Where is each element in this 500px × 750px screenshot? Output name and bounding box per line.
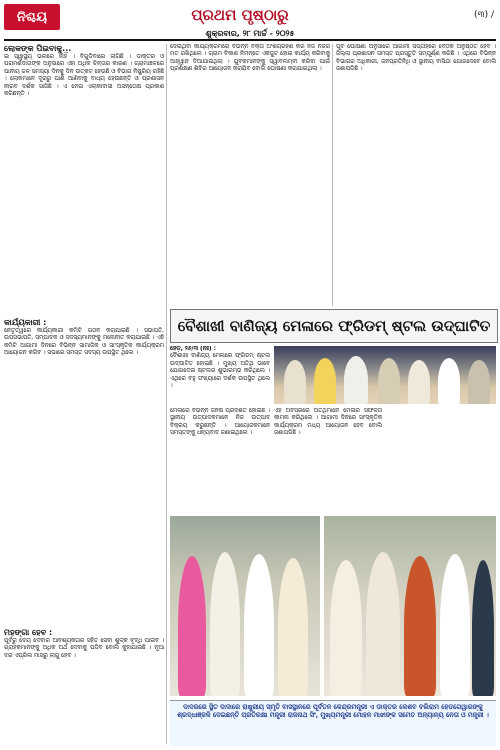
article-left-mid-heading: କାର୍ଯ୍ୟକାରୀ : (4, 318, 47, 327)
article-body-b: ମେଳାରେ ବିଭିନ୍ନ ଜିନିଷ ପ୍ରଦର୍ଶିତ ହୋଇଛି । ସ୍ଥାନୀୟ ଉତ୍ପାଦକମାନେ ନିଜ ଉତ୍ପାଦ ବିକ୍ରୟ କରୁଛନ୍ତି । ଆୟୋଜକମାନେ ସମସ୍ତଙ୍କୁ ଧନ୍ୟବାଦ ଜଣାଇଥିଲେ । (170, 408, 270, 437)
article-main-col-b (170, 408, 270, 508)
article-body-a: ବୈଶାଖୀ ବାଣିଜ୍ୟ ମେଳାରେ ଫ୍ରିଡମ୍ ଷ୍ଟଲ ଉଦ୍‌ଘାଟିତ ହୋଇଛି । ମୁଖ୍ୟ ଅତିଥି ଭାବେ ଯୋଗଦେଇ ଷ୍ଟଲର ଶୁଭାରମ୍ଭ କରିଥିଲେ । ଏଥିରେ ବହୁ ସଂଖ୍ୟାରେ ଦର୍ଶକ ଉପସ୍ଥିତ ଥିଲେ । (170, 353, 270, 390)
page-title: ପ୍ରଥମ ପୃଷ୍ଠାରୁ (191, 6, 289, 24)
article-left-top (4, 44, 164, 254)
article-left-top-heading: ଲୋକଙ୍କ ପିଇବାକୁ... (4, 44, 72, 53)
masthead-logo: ନିଶ୍ଚୟ (4, 4, 60, 30)
article-left-mid (4, 318, 164, 618)
article-mid-top (170, 44, 330, 306)
photo-caption (170, 700, 496, 746)
article-right-top (336, 44, 496, 306)
article-mid-top-body: ଦେଇଥିବା କାର୍ଯ୍ୟକ୍ରମରେ ବିଭିନ୍ନ ବକ୍ତା ଅଂଶଗ୍ରହଣ କରି ନିଜ ନିଜର ମତ ରଖିଥିଲେ । ଗ୍ରାମ ବିକାଶ ନିମନ୍ତେ ଏକଜୁଟ ହୋଇ କାର୍ଯ୍ୟ କରିବାକୁ ଆହ୍ୱାନ ଦିଆଯାଇଥିଲା । ଯୁବକମାନଙ୍କୁ ସ୍ୱାବଲମ୍ବୀ କରିବା ପାଇଁ ପ୍ରଶିକ୍ଷଣ ଶିବିର ଆୟୋଜନ କରାଯିବ ବୋଲି ଘୋଷଣା କରାଯାଇଥିଲା । (170, 44, 330, 73)
banner-headline (170, 309, 498, 343)
banner-headline-text: ବୈଶାଖୀ ବାଣିଜ୍ୟ ମେଳାରେ ଫ୍ରିଡମ୍ ଷ୍ଟଲ ଉଦ୍‌ଘାଟିତ (177, 317, 491, 335)
column-separator (332, 44, 333, 306)
masthead-rule (4, 39, 496, 41)
event-photo-top (274, 346, 496, 404)
photo-caption-text: ଦାଦରରେ ସ୍ଥିତ ଦାଦାରେ ରାଷ୍ଟ୍ରୀୟ ସ୍ମୃତି ବାସସ୍ଥାନରେ ପୂର୍ବତନ କେନ୍ଦ୍ରମନ୍ତ୍ରୀ ଏ ଡାକ୍ତର କେଶବ ବଲିରାମ ହେଡଗେୱାରଙ୍କୁ ଶ୍ରଦ୍ଧାଞ୍ଜଳି ଦେଇଛନ୍ତି ପ୍ରତିରକ୍ଷା ମନ୍ତ୍ରୀ ରାଜନାଥ ସିଂ, ମୁଖ୍ୟମନ୍ତ୍ରୀ ମୋହନ ମାଝୀଙ୍କ ସମେତ ଅନ୍ୟାନ୍ୟ ନେତା ଓ ମନ୍ତ୍ରୀ । (177, 703, 489, 719)
event-photo-bottom-right (324, 516, 496, 696)
article-left-top-body: ଇ ସ୍ୱାସ୍ଥ୍ୟ ଭଲରେ ନାହିଁ । ବିଗୁଡିବାରେ ଲାଗିଛି । ଡାକ୍ତର ଓ ପରାମର୍ଶଦାତାଙ୍କ ଅନୁସାରେ ଏହା ଅଧିକ ଚିନ୍ତାର କାରଣ । ଗ୍ରାମାଞ୍ଚଳରେ ପାନୀୟ ଜଳ ସମସ୍ୟା ଦିନକୁ ଦିନ ଉତ୍କଟ ହେଉଛି ଓ ବିଭାଗ ନିଷ୍କ୍ରିୟ ରହିଛି । ଲୋକମାନେ ଦୂରରୁ ପାଣି ଆଣିବାକୁ ବାଧ୍ୟ ହେଉଛନ୍ତି ଓ ପ୍ରଶାସନ ନୀରବ ଦର୍ଶକ ସାଜିଛି । ଏ ନେଇ ଏଲାକାବାସୀ ଅସନ୍ତୋଷ ପ୍ରକାଶ କରିଛନ୍ତି । (4, 54, 164, 98)
page-number: (୩) / (474, 10, 494, 20)
article-dateline: ହେଁଡ଼, ୨୬/୩ (ନିଃ) : (170, 346, 216, 352)
article-left-bottom-body: ପୂର୍ବରୁ ଦେୟ ଦେବାର ଆବଶ୍ୟକତାର ସହିତ ସେବା ଶୁଳ୍କ ବୃଦ୍ଧି ପାଇବ । ଗ୍ରାହକମାନଙ୍କୁ ଅଧିକ ଅର୍ଥ ଦେବାକୁ ପଡିବ ବୋଲି କୁହାଯାଇଛି । ନୂଆ ଦର ଏପ୍ରିଲ ମାସରୁ ଲାଗୁ ହେବ । (4, 638, 164, 659)
article-main-col-c (274, 408, 382, 508)
article-left-bottom-heading: ମହଙ୍ଗା ହେବ : (4, 628, 53, 637)
article-left-mid-body: ନେତୃତ୍ୱରେ କାର୍ଯ୍ୟକାରୀ କମିଟି ଗଠନ କରାଯାଇଛି । ସଭାପତି, ଉପସଭାପତି, ସମ୍ପାଦକ ଓ ସଦସ୍ୟମାନଙ୍କୁ ମନୋନୀତ କରାଯାଇଛି । ଏହି କମିଟି ଆଗାମୀ ଦିନରେ ବିଭିନ୍ନ ସାମାଜିକ ଓ ସାଂସ୍କୃତିକ କାର୍ଯ୍ୟକ୍ରମ ଆୟୋଜନ କରିବ । ସଭାରେ ସମସ୍ତ ସଦସ୍ୟ ଉପସ୍ଥିତ ଥିଲେ । (4, 328, 164, 357)
dateline: ଶୁକ୍ରବାର, ୨୮ ମାର୍ଚ୍ଚ - ୨୦୨୫ (205, 29, 295, 38)
article-main-col-a (170, 346, 270, 396)
article-right-top-body: ପୂର୍ବ ଘୋଷଣା ଅନୁସାରେ ଆଗାମୀ ସପ୍ତାହରେ ବୈଠକ ଅନୁଷ୍ଠିତ ହେବ । ଜିଲ୍ଲା ପ୍ରଶାସନ ସମସ୍ତ ପ୍ରସ୍ତୁତି ସମ୍ପୂର୍ଣ୍ଣ କରିଛି । ଏଥିରେ ବିଭିନ୍ନ ବିଭାଗର ଅଧିକାରୀ, ଜନପ୍ରତିନିଧି ଓ ସ୍ଥାନୀୟ ବାସିନ୍ଦା ଯୋଗଦେବେ ବୋଲି ଜଣାପଡିଛି । (336, 44, 496, 73)
column-separator (166, 44, 167, 744)
article-left-bottom (4, 628, 164, 746)
article-body-c: ଏହି ଅବସରରେ ଅତିଥିମାନେ ମେଳାର ସଫଳତା କାମନା କରିଥିଲେ । ଆଗାମୀ ଦିନରେ ସାଂସ୍କୃତିକ କାର୍ଯ୍ୟକ୍ରମ ମଧ୍ୟ ଆୟୋଜନ ହେବ ବୋଲି ଜଣାପଡିଛି । (274, 408, 382, 437)
event-photo-bottom-left (170, 516, 320, 696)
